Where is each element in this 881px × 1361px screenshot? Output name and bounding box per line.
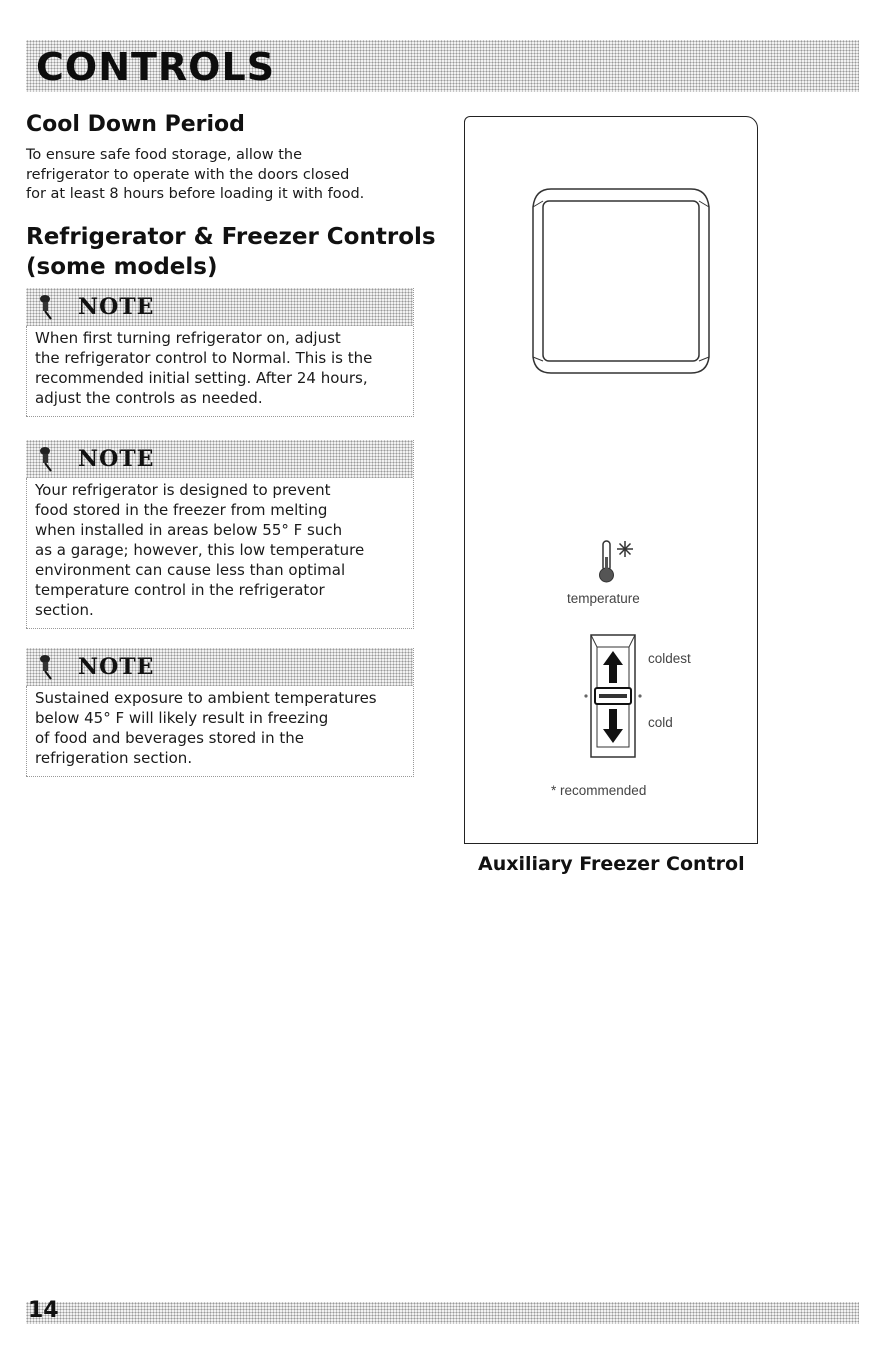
cold-label: cold	[648, 715, 673, 730]
coldest-label: coldest	[648, 651, 691, 666]
cool-down-text	[26, 146, 446, 205]
note-line: section.	[35, 601, 94, 619]
note-line: temperature control in the refrigerator	[35, 581, 325, 599]
note-line: Sustained exposure to ambient temperatures	[35, 689, 377, 707]
page-number: 14	[28, 1298, 59, 1323]
note-title: NOTE	[78, 654, 155, 680]
note-line: environment can cause less than optimal	[35, 561, 346, 579]
note-title: NOTE	[78, 294, 155, 320]
note-box	[26, 288, 414, 417]
note-line: adjust the controls as needed.	[35, 389, 263, 407]
cool-down-line: for at least 8 hours before loading it with food.	[26, 186, 365, 202]
thermometer-snowflake-icon	[593, 537, 641, 587]
footer-bar	[26, 1298, 859, 1324]
note-header	[26, 288, 413, 326]
note-line: as a garage; however, this low temperature	[35, 541, 365, 559]
pushpin-icon	[36, 294, 58, 320]
note-line: food stored in the freezer from melting	[35, 501, 328, 519]
recommended-label: recommended	[560, 783, 647, 798]
cool-down-line: To ensure safe food storage, allow the	[26, 147, 303, 163]
note-body	[26, 686, 413, 776]
controls-heading-line: Refrigerator & Freezer Controls	[26, 224, 436, 250]
note-line: the refrigerator control to Normal. This is the	[35, 349, 373, 367]
display-window-icon	[531, 187, 711, 377]
section-banner	[26, 40, 859, 92]
note-line: recommended initial setting. After 24 hours,	[35, 369, 368, 387]
recommended-marker: *	[551, 783, 557, 798]
note-line: of food and beverages stored in the	[35, 729, 304, 747]
note-header	[26, 440, 413, 478]
control-panel-illustration	[464, 116, 758, 844]
note-box	[26, 648, 414, 777]
note-line: When first turning refrigerator on, adjust	[35, 329, 341, 347]
figure-caption: Auxiliary Freezer Control	[478, 853, 745, 875]
note-line: below 45° F will likely result in freezing	[35, 709, 329, 727]
section-title: CONTROLS	[36, 45, 276, 89]
note-body	[26, 326, 413, 416]
recommended-legend	[551, 783, 646, 798]
cool-down-line: refrigerator to operate with the doors closed	[26, 166, 350, 183]
temperature-label: temperature	[567, 591, 640, 606]
note-line: refrigeration section.	[35, 749, 193, 767]
note-box	[26, 440, 414, 629]
note-title: NOTE	[78, 446, 155, 472]
controls-heading-subline: (some models)	[26, 254, 218, 280]
note-line: when installed in areas below 55° F such	[35, 521, 343, 539]
note-body	[26, 478, 413, 628]
temperature-slider-icon	[583, 633, 643, 759]
cool-down-heading: Cool Down Period	[26, 112, 245, 137]
pushpin-icon	[36, 654, 58, 680]
controls-heading	[26, 222, 436, 282]
pushpin-icon	[36, 446, 58, 472]
note-line: Your refrigerator is designed to prevent	[35, 481, 331, 499]
note-header	[26, 648, 413, 686]
